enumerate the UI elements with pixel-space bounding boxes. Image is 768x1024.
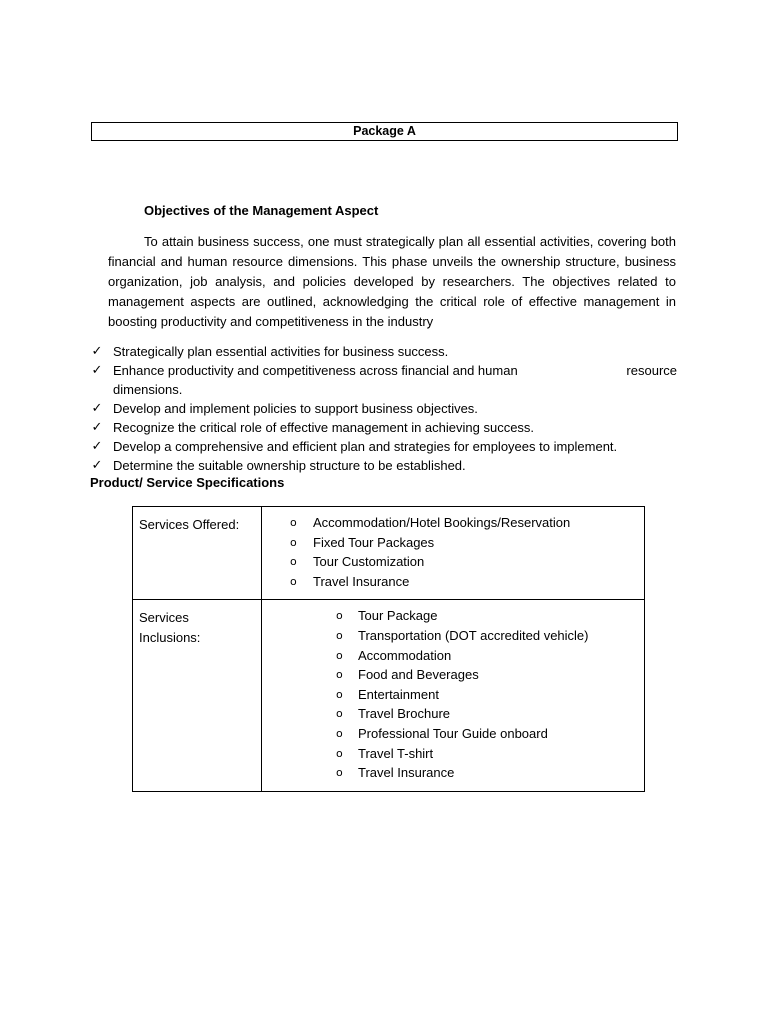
list-item (90, 399, 677, 418)
list-item: o Food and Beverages (262, 665, 644, 685)
checkmark-icon: ✓ (91, 420, 103, 435)
bullet-icon: o (336, 648, 343, 662)
table-row (133, 600, 645, 791)
list-item: o Fixed Tour Packages (262, 533, 644, 553)
list-item: o Tour Customization (262, 552, 644, 572)
bullet-icon: o (336, 726, 343, 740)
list-item (90, 342, 677, 361)
list-item: o Travel Insurance (262, 572, 644, 592)
bullet-icon: o (336, 628, 343, 642)
list-item: o Accommodation/Hotel Bookings/Reservation (262, 513, 644, 533)
list-item-text: Develop a comprehensive and efficient plan and strategies for employees to implement. (113, 439, 618, 454)
list-item: o Travel Brochure (262, 704, 644, 724)
list-item (90, 437, 677, 456)
services-offered-label: Services Offered: (133, 507, 262, 600)
product-spec-table (132, 506, 645, 792)
checkmark-icon: ✓ (91, 439, 103, 454)
checkmark-icon: ✓ (91, 363, 103, 378)
checkmark-icon: ✓ (91, 458, 103, 473)
bullet-icon: o (290, 535, 297, 549)
bullet-icon: o (290, 574, 297, 588)
services-inclusions-label: Services Inclusions: (133, 600, 262, 791)
list-item-text: Enhance productivity and competitiveness across financial and human (113, 363, 518, 378)
bullet-icon: o (336, 766, 343, 780)
list-item-text: resource (626, 363, 677, 378)
product-spec-heading: Product/ Service Specifications (90, 475, 285, 490)
list-item: o Tour Package (262, 606, 644, 626)
bullet-icon: o (336, 707, 343, 721)
list-item: o Entertainment (262, 685, 644, 705)
services-inclusions-cell (262, 600, 645, 791)
list-item (90, 361, 677, 399)
services-offered-cell (262, 507, 645, 600)
objectives-paragraph: To attain business success, one must strategically plan all essential activities, covering both financial and human resource dimensions. This phase unveils the ownership structure, business organization, job analysis, and policies developed by researchers. The objectives related to management aspects are outlined, acknowledging the critical role of effective management in boosting productivity and competitiveness in the industry (108, 234, 676, 329)
checkmark-icon: ✓ (91, 401, 103, 416)
list-item (90, 456, 677, 475)
bullet-icon: o (336, 687, 343, 701)
list-item-text: Determine the suitable ownership structure to be established. (113, 458, 466, 473)
bullet-icon: o (336, 609, 343, 623)
bullet-icon: o (336, 668, 343, 682)
checkmark-icon: ✓ (91, 344, 103, 359)
services-offered-list (262, 507, 644, 599)
bullet-icon: o (290, 516, 297, 529)
list-item-text: dimensions. (113, 382, 183, 397)
list-item: o Professional Tour Guide onboard (262, 724, 644, 744)
bullet-icon: o (290, 555, 297, 569)
bullet-icon: o (336, 746, 343, 760)
objectives-checklist (90, 342, 677, 475)
list-item: o Transportation (DOT accredited vehicle) (262, 626, 644, 646)
list-item (90, 418, 677, 437)
list-item: o Accommodation (262, 646, 644, 666)
package-title: Package A (91, 122, 678, 141)
list-item: o Travel T-shirt (262, 744, 644, 764)
services-inclusions-list (262, 600, 644, 790)
table-row (133, 507, 645, 600)
list-item-text: Strategically plan essential activities for business success. (113, 344, 449, 359)
list-item: o Travel Insurance (262, 763, 644, 783)
list-item-text: Recognize the critical role of effective management in achieving success. (113, 420, 535, 435)
objectives-heading: Objectives of the Management Aspect (144, 203, 379, 218)
list-item-text: Develop and implement policies to support business objectives. (113, 401, 478, 416)
